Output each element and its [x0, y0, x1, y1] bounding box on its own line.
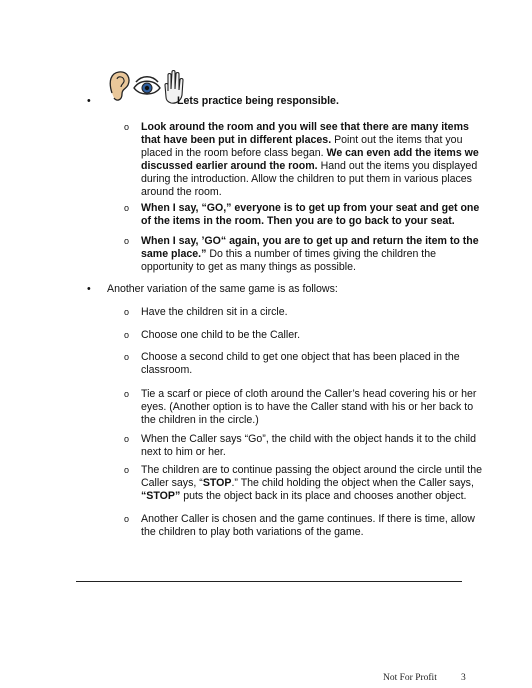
circle-bullet: o	[124, 330, 130, 340]
list-item: o When the Caller says “Go”, the child with the object hands it to the child next to him or her.	[124, 433, 477, 458]
list-item: o Another Caller is chosen and the game continues. If there is time, allow the children to play both variations of the game.	[124, 513, 475, 538]
footer-label: Not For Profit	[383, 673, 437, 683]
list-item: o Have the children sit in a circle.	[124, 306, 288, 318]
list-item: o Tie a scarf or piece of cloth around the Caller’s head covering his or her eyes. (Another option is to have the Caller stand with his or her back to the children in the circle.)	[124, 388, 477, 426]
section-heading: Another variation of the same game is as follows:	[107, 283, 338, 295]
section-heading: Lets practice being responsible.	[177, 95, 339, 107]
list-item: o Look around the room and you will see that there are many items that have been put in different places. Point out the items that you placed in the room before class began. We can even add the items we discussed earlier around the room. Hand out the items you displayed during the introduction. Allow the children to put them in various places around the room.	[124, 121, 479, 198]
circle-bullet: o	[124, 203, 130, 213]
list-item: o When I say, “GO,” everyone is to get up from your seat and get one of the items in the room. Then you are to go back to your seat.	[124, 202, 480, 227]
circle-bullet: o	[124, 465, 130, 475]
list-item: o Choose one child to be the Caller.	[124, 329, 301, 341]
circle-bullet: o	[124, 434, 130, 444]
circle-bullet: o	[124, 122, 130, 132]
bullet-item-heading	[87, 95, 487, 108]
page-number: 3	[461, 673, 466, 683]
circle-bullet: o	[124, 307, 130, 317]
list-item: o Choose a second child to get one object that has been placed in the classroom.	[124, 351, 460, 376]
circle-bullet: o	[124, 514, 130, 524]
list-item: o The children are to continue passing the object around the circle until the Caller says, “STOP.” The child holding the object when the Caller says, “STOP” puts the object back in its place and chooses another object.	[124, 464, 482, 502]
footer-rule	[76, 581, 462, 582]
circle-bullet: o	[124, 236, 130, 246]
circle-bullet: o	[124, 352, 130, 362]
bullet-dot: •	[87, 95, 91, 107]
bullet-item-variation	[87, 283, 487, 296]
circle-bullet: o	[124, 389, 130, 399]
list-item: o When I say, ’GO“ again, you are to get up and return the item to the same place.” Do this a number of times giving the children the opportunity to get as many things as possible.	[124, 235, 479, 273]
bullet-dot: •	[87, 283, 91, 295]
eye-icon	[134, 77, 160, 94]
